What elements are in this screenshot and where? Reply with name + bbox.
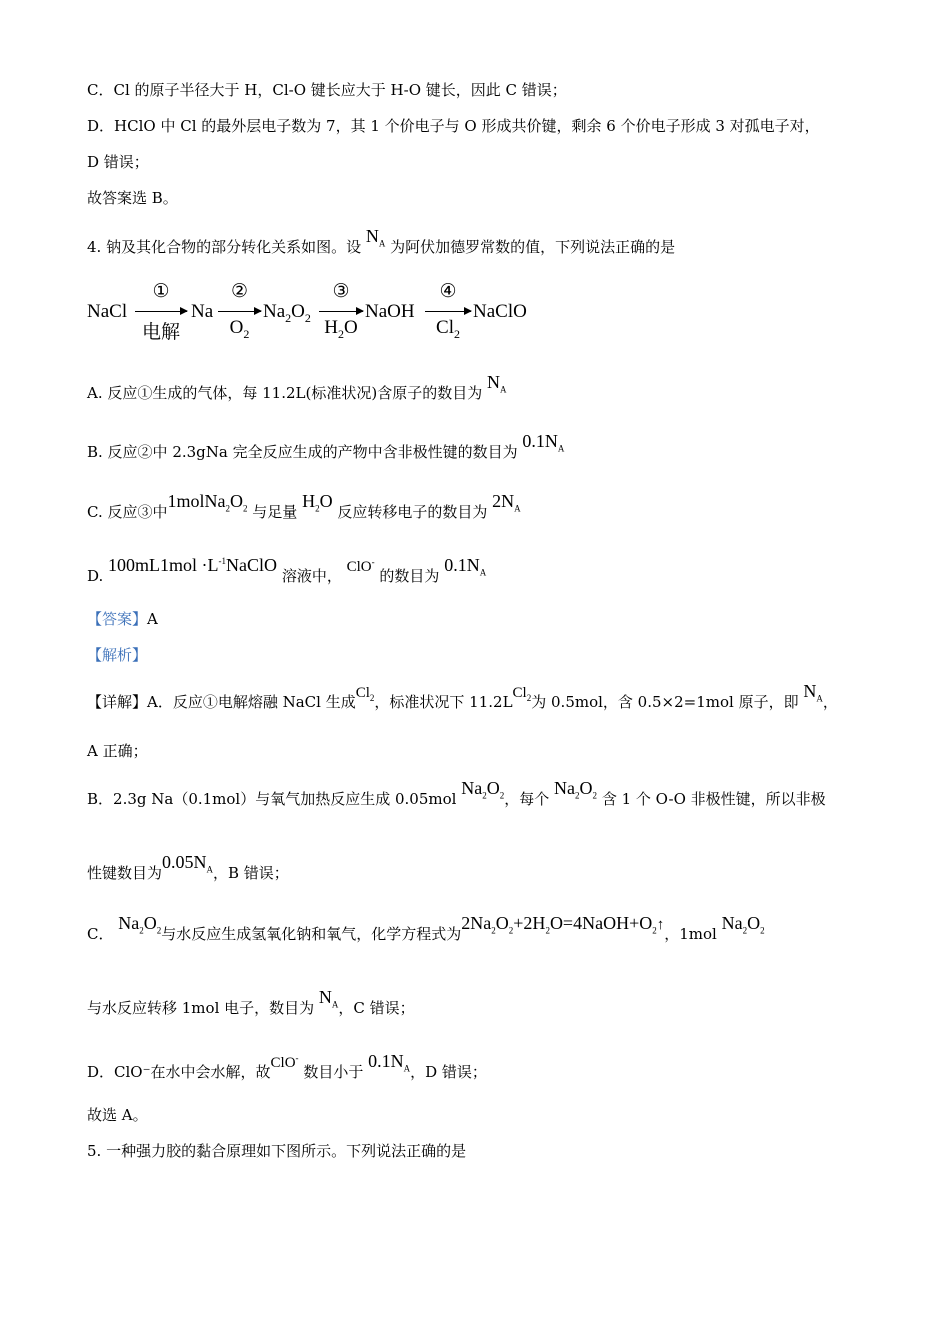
step-label-1: ① xyxy=(152,281,170,302)
reaction-scheme xyxy=(87,280,547,346)
arrow-step-4 xyxy=(425,311,471,312)
explanation-c-text-4: 与水反应转移 1mol 电子，数目为 xyxy=(87,999,315,1017)
explanation-d-text-2: 数目小于 xyxy=(303,1063,364,1081)
arrow-step-3 xyxy=(319,311,363,312)
formula-clo-exp: ClO- xyxy=(270,1053,299,1071)
explanation-a-text-2: ，标准状况下 11.2L xyxy=(374,693,513,711)
formula-clo-ion: ClO- xyxy=(346,557,375,575)
formula-2na: $2N_A$ xyxy=(492,491,521,514)
formula-na2o2-c2: $Na_2O_2$ xyxy=(721,913,765,936)
species-na: Na xyxy=(191,301,214,322)
condition-h2o: $H_2O$ xyxy=(324,317,358,341)
explanation-c xyxy=(87,913,765,951)
explanation-a-text-1: 【详解】A．反应①电解熔融 NaCl 生成 xyxy=(87,693,356,711)
explanation-c-text-1: C． xyxy=(87,925,114,943)
arrow-step-1 xyxy=(135,311,187,312)
explanation-b-text-5: ，B 错误； xyxy=(213,864,289,882)
explanation-a xyxy=(87,681,838,719)
option-d-text-a: D. xyxy=(87,567,104,585)
option-c-text-b: 与足量 xyxy=(252,503,298,521)
condition-cl2: $Cl_2$ xyxy=(436,317,460,341)
formula-na-exp-a: $N_A$ xyxy=(803,681,823,704)
species-na2o2: $Na_2O_2$ xyxy=(263,301,311,325)
formula-cl2-2: $Cl_2$ xyxy=(512,685,532,703)
text-line-d-prev: D．HClO 中 Cl 的最外层电子数为 7，其 1 个价电子与 O 形成共价键，剩余 6 个价电子形成 3 对孤电子对， xyxy=(87,117,820,135)
explanation-b-text-4: 性键数目为 xyxy=(87,864,163,882)
condition-electrolysis: 电解 xyxy=(141,322,180,343)
text-line-answer-prev: 故答案选 B。 xyxy=(87,189,178,207)
formula-na-a: $N_A$ xyxy=(486,372,507,395)
formula-na-exp-c: $N_A$ xyxy=(318,987,339,1010)
step-label-2: ② xyxy=(230,281,249,302)
species-naoh: NaOH xyxy=(365,301,415,322)
option-c-text-a: C. 反应③中 xyxy=(87,503,168,521)
explanation-c-cont xyxy=(87,987,415,1025)
explanation-b-text-3: 含 1 个 O-O 非极性键，所以非极 xyxy=(601,790,826,808)
formula-01na-b: $0.1N_A$ xyxy=(522,431,565,454)
question-4-stem xyxy=(87,226,676,264)
formula-1mol-na2o2: $1molNa_2O_2$ xyxy=(167,491,248,514)
explanation-b-text-1: B．2.3g Na（0.1mol）与氧气加热反应生成 0.05mol xyxy=(87,790,457,808)
formula-na2o2-c1: $Na_2O_2$ xyxy=(118,913,162,936)
explanation-b xyxy=(87,778,826,816)
explanation-a-text-4: ， xyxy=(822,693,838,711)
explanation-c-text-5: ，C 错误； xyxy=(338,999,415,1017)
q4-text-a: 4. 钠及其化合物的部分转化关系如图。设 xyxy=(87,238,362,256)
formula-na-constant: $N_A$ xyxy=(365,226,386,249)
species-naclo: NaClO xyxy=(473,301,527,322)
text-line-d-prev2: D 错误； xyxy=(87,153,149,171)
arrow-step-2 xyxy=(218,311,261,312)
answer-line xyxy=(87,609,158,629)
explanation-d-text-3: ，D 错误； xyxy=(410,1063,487,1081)
formula-na2o2-b1: $Na_2O_2$ xyxy=(461,778,505,801)
option-b xyxy=(87,431,565,469)
analysis-tag-line xyxy=(87,645,147,665)
analysis-tag: 【解析】 xyxy=(87,646,148,664)
answer-tag: 【答案】 xyxy=(87,610,148,628)
question-5-stem: 5. 一种强力胶的黏合原理如下图所示。下列说法正确的是 xyxy=(87,1142,467,1160)
option-b-text: B. 反应②中 2.3gNa 完全反应生成的产物中含非极性键的数目为 xyxy=(87,443,518,461)
option-c xyxy=(87,491,521,529)
option-c-text-c: 反应转移电子的数目为 xyxy=(337,503,488,521)
explanation-a-end: A 正确； xyxy=(87,742,148,760)
q4-text-b: 为阿伏加德罗常数的值，下列说法正确的是 xyxy=(390,238,676,256)
explanation-b-text-2: ，每个 xyxy=(504,790,550,808)
step-label-3: ③ xyxy=(332,281,350,302)
answer-value: A xyxy=(147,610,158,628)
option-d-text-b: 溶液中， xyxy=(281,567,342,585)
species-nacl: NaCl xyxy=(87,301,128,322)
formula-01na-exp: $0.1N_A$ xyxy=(368,1051,411,1074)
explanation-a-text-3: 为 0.5mol，含 0.5×2=1mol 原子，即 xyxy=(531,693,799,711)
formula-01na-d: $0.1N_A$ xyxy=(444,555,487,578)
formula-na2o2-b2: $Na_2O_2$ xyxy=(554,778,598,801)
condition-o2: $O_2$ xyxy=(229,317,250,341)
chemical-equation: $2Na_2O_2+2H_2O=4NaOH+O_2↑$ xyxy=(461,913,665,936)
option-a xyxy=(87,372,507,410)
formula-cl2-1: $Cl_2$ xyxy=(355,685,375,703)
formula-h2o: $H_2O$ xyxy=(302,491,333,514)
formula-005na: $0.05N_A$ xyxy=(162,852,214,875)
explanation-d-text-1: D．ClO⁻在水中会水解，故 xyxy=(87,1063,271,1081)
explanation-c-text-3: ，1mol xyxy=(664,925,717,943)
formula-naclo-solution: $100mL1mol \cdot L^{-1}NaClO$ xyxy=(108,555,278,575)
option-d-text-c: 的数目为 xyxy=(379,567,440,585)
step-label-4: ④ xyxy=(439,281,457,302)
explanation-d xyxy=(87,1051,487,1089)
explanation-final: 故选 A。 xyxy=(87,1106,148,1124)
option-d xyxy=(87,555,487,593)
option-a-text: A. 反应①生成的气体，每 11.2L(标准状况)含原子的数目为 xyxy=(87,384,483,402)
explanation-c-text-2: 与水反应生成氢氧化钠和氧气，化学方程式为 xyxy=(161,925,462,943)
text-line-c-prev: C．Cl 的原子半径大于 H，Cl-O 键长应大于 H-O 键长，因此 C 错误； xyxy=(87,81,567,99)
explanation-b-cont xyxy=(87,852,289,890)
